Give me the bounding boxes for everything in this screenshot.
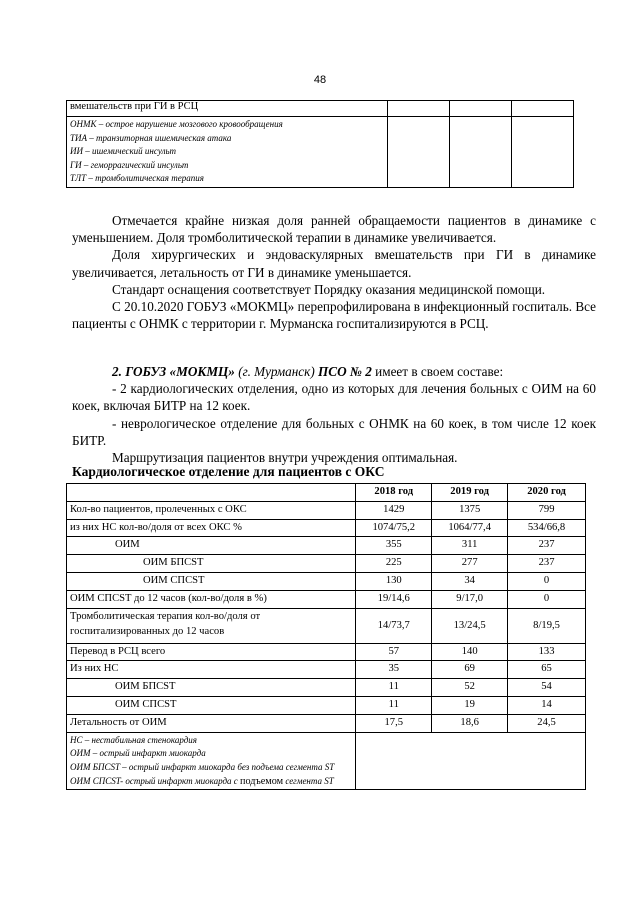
abbreviation: ОНМК – острое нарушение мозгового кровообращения	[70, 119, 283, 129]
row-label: ОИМ БПСST	[67, 679, 356, 697]
table-row: из них НС кол-во/доля от всех ОКС % 1074/75,2 1064/77,4 534/66,8	[67, 519, 586, 537]
row-label: ОИМ СПСST	[67, 572, 356, 590]
oks-table	[66, 483, 586, 790]
table-row: Из них НС 35 69 65	[67, 661, 586, 679]
row-label: ОИМ СПСST до 12 часов (кол-во/доля в %)	[67, 590, 356, 608]
abbreviation: ИИ – ишемический инсульт	[70, 146, 176, 157]
notes-cell	[67, 732, 356, 789]
table-row: Тромболитическая терапия кол-во/доля от госпитализированных до 12 часов 14/73,7 13/24,5 8/19,5	[67, 608, 586, 643]
column-header: 2019 год	[432, 484, 508, 502]
paragraph: С 20.10.2020 ГОБУЗ «МОКМЦ» перепрофилирована в инфекционный госпиталь. Все пациенты с ОНМК с территории г. Мурманска госпитализируются в РСЦ.	[72, 299, 596, 332]
row-label: ОИМ БПСST	[67, 555, 356, 573]
table-row: ОИМ СПСST 130 34 0	[67, 572, 586, 590]
list-item: - неврологическое отделение для больных с ОНМК на 60 коек, в том числе 12 коек БИТР.	[72, 415, 596, 448]
table-row: Кол-во пациентов, пролеченных с ОКС 1429 1375 799	[67, 501, 586, 519]
table-row: ОИМ БПСST 11 52 54	[67, 679, 586, 697]
table-row: ОИМ 355 311 237	[67, 537, 586, 555]
section-2	[72, 363, 596, 466]
paragraph: Отмечается крайне низкая доля ранней обращаемости пациентов в динамике с уменьшением. Доля тромболитической терапии в динамике увеличивается.	[72, 213, 596, 246]
column-header: 2020 год	[508, 484, 586, 502]
table-row: ОИМ СПСST 11 19 14	[67, 696, 586, 714]
row-label: Перевод в РСЦ всего	[67, 643, 356, 661]
abbreviation: ГИ – геморрагический инсульт	[70, 159, 189, 170]
abbreviation: ТИА – транзиторная ишемическая атака	[70, 132, 232, 143]
notes-row	[67, 732, 586, 789]
list-item: - 2 кардиологических отделения, одно из которых для лечения больных с ОИМ на 60 коек, включая БИТР на 12 коек.	[72, 381, 596, 414]
top-table	[66, 100, 574, 188]
row-label: из них НС кол-во/доля от всех ОКС %	[67, 519, 356, 537]
page-number: 48	[313, 74, 327, 86]
top-table-cell: вмешательств при ГИ в РСЦ	[67, 101, 388, 117]
row-label: Летальность от ОИМ	[67, 714, 356, 732]
paragraphs-block-1	[72, 212, 596, 332]
abbreviations-cell	[67, 117, 388, 188]
note: ОИМ СПСST- острый инфаркт миокарда с подъемом сегмента ST	[70, 775, 334, 787]
table-row: ОИМ СПСST до 12 часов (кол-во/доля в %) 19/14,6 9/17,0 0	[67, 590, 586, 608]
paragraph: Доля хирургических и эндоваскулярных вмешательств при ГИ в динамике увеличивается, летальность от ГИ в динамике уменьшается.	[72, 247, 596, 280]
note: ОИМ – острый инфаркт миокарда	[70, 748, 206, 759]
section-heading: 2. ГОБУЗ «МОКМЦ» (г. Мурманск) ПСО № 2 имеет в своем составе:	[112, 364, 504, 379]
row-label: Кол-во пациентов, пролеченных с ОКС	[67, 501, 356, 519]
note: ОИМ БПСST – острый инфаркт миокарда без подъема сегмента ST	[70, 762, 335, 773]
row-label: ОИМ СПСST	[67, 696, 356, 714]
table-row: ОИМ БПСST 225 277 237	[67, 555, 586, 573]
table-title: Кардиологическое отделение для пациентов с ОКС	[72, 464, 385, 479]
table-row: Перевод в РСЦ всего 57 140 133	[67, 643, 586, 661]
row-label: Из них НС	[67, 661, 356, 679]
table-header-row	[67, 484, 586, 502]
abbreviation: ТЛТ – тромболитическая терапия	[70, 173, 204, 184]
note: НС – нестабильная стенокардия	[70, 734, 197, 745]
paragraph: Маршрутизация пациентов внутри учреждения оптимальная.	[112, 450, 458, 466]
row-label: Тромболитическая терапия кол-во/доля от госпитализированных до 12 часов	[67, 608, 356, 643]
table-row: Летальность от ОИМ 17,5 18,6 24,5	[67, 714, 586, 732]
paragraph: Стандарт оснащения соответствует Порядку оказания медицинской помощи.	[112, 281, 546, 297]
row-label: ОИМ	[67, 537, 356, 555]
column-header: 2018 год	[356, 484, 432, 502]
